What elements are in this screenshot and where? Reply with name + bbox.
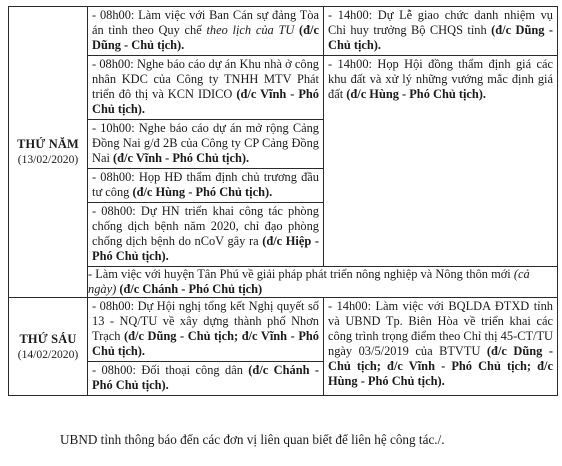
friday-morning-cell: [88, 298, 324, 396]
schedule-entry: - 14h00: Làm việc với BQLDA ĐTXD tỉnh và UBND Tp. Biên Hòa về triển khai các công trình trọng điểm theo Chỉ thị 45-CT/TU ngày 03/5/2019 của BTVTU (đ/c Dũng - Chủ tịch; đ/c Vĩnh - Phó Chủ tịch; đ/c Hùng - Phó Chủ tịch).: [328, 299, 553, 388]
schedule-entry: - 08h00: Làm việc với Ban Cán sự đảng Tòa án tỉnh theo Quy chế theo lịch của TU (đ/c Dũng - Chủ tịch).: [88, 7, 323, 56]
schedule-entry: - 08h00: Nghe báo cáo dự án Khu nhà ở công nhân KDC của Công ty TNHH MTV Phát triển đô thị và KCN IDICO (đ/c Vĩnh - Phó Chủ tịch).: [88, 56, 323, 120]
friday-day-cell: [9, 298, 88, 396]
schedule-entry: - 14h00: Dự Lễ giao chức danh nhiệm vụ Chỉ huy trưởng Bộ CHQS tỉnh (đ/c Dũng - Chủ tịch).: [324, 7, 557, 56]
schedule-entry: - 14h00: Họp Hội đồng thẩm định giá các khu đất và xử lý những vướng mắc định giá đất (đ/c Hùng - Phó Chủ tịch).: [328, 57, 553, 101]
thursday-fullday-row: [9, 267, 558, 298]
day-date: (13/02/2020): [17, 153, 79, 166]
schedule-entry: - 08h00: Đối thoại công dân (đ/c Chánh - Phó Chủ tịch).: [92, 363, 319, 392]
day-label: THỨ SÁU: [19, 331, 77, 346]
day-date: (14/02/2020): [17, 347, 79, 361]
thursday-day-cell: [9, 7, 88, 298]
day-label: THỨ NĂM: [17, 137, 79, 151]
schedule-entry: - 08h00: Dự Hội nghị tổng kết Nghị quyết số 13 - NQ/TU về xây dựng thành phố Nhơn Trạch (đ/c Dũng - Chủ tịch; đ/c Vĩnh - Phó Chủ tịch).: [88, 298, 323, 362]
thursday-morning-cell: [88, 7, 324, 267]
friday-afternoon-cell: [324, 298, 558, 396]
friday-row: [9, 298, 558, 396]
thursday-fullday-cell: - Làm việc với huyện Tân Phú về giải pháp phát triển nông nghiệp và Nông thôn mới (cả ngày) (đ/c Chánh - Phó Chủ tịch): [88, 267, 558, 298]
footer-notice: UBND tỉnh thông báo đến các đơn vị liên quan biết để liên hệ công tác./.: [60, 432, 445, 447]
schedule-entry: - 08h00: Dự HN triển khai công tác phòng chống dịch bệnh năm 2020, chỉ đạo phòng chống dịch bệnh do nCoV gây ra (đ/c Hiệp - Phó Chủ tịch).: [92, 204, 319, 263]
schedule-table: [8, 6, 558, 396]
thursday-row: [9, 7, 558, 267]
thursday-afternoon-cell: [324, 7, 558, 267]
schedule-entry: - 08h00: Họp HĐ thẩm định chủ trương đầu tư công (đ/c Hùng - Phó Chủ tịch).: [88, 169, 323, 203]
schedule-entry: - 10h00: Nghe báo cáo dự án mở rộng Cảng Đồng Nai g/đ 2B của Công ty CP Cảng Đồng Nai (đ/c Vĩnh - Phó Chủ tịch).: [88, 120, 323, 169]
